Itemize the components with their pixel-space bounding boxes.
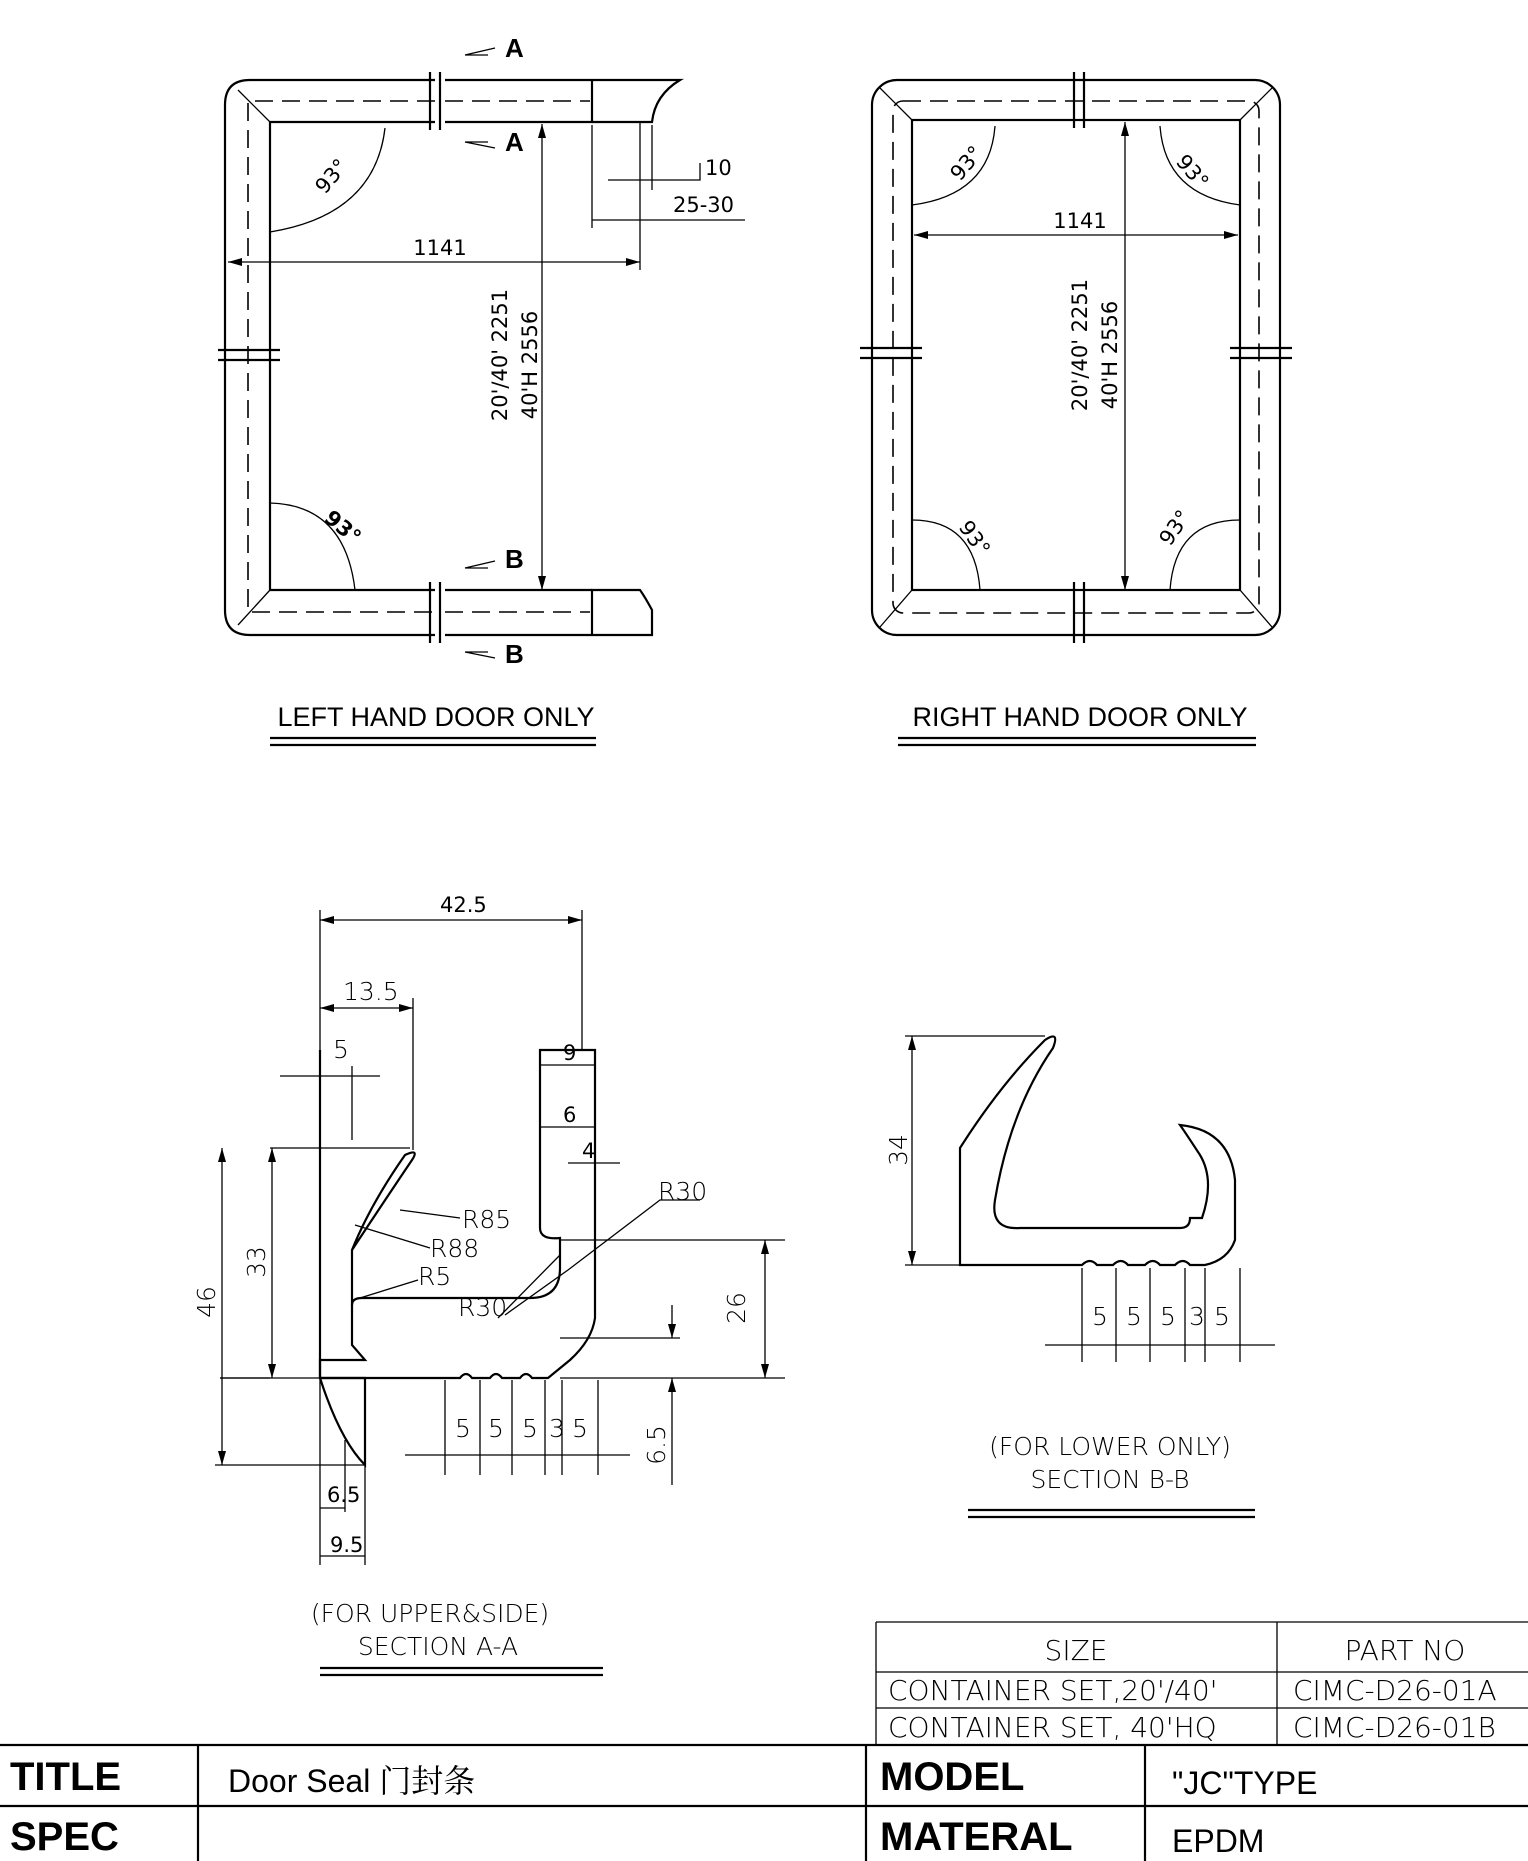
right-height-dim-2: 40'H 2556 [1098,300,1122,410]
left-angle-bottom: 93° [319,505,366,550]
left-dim-25-30: 25-30 [673,193,735,217]
sec-bb-ridge-4: 3 [1189,1302,1205,1331]
right-height-dim-1: 20'/40' 2251 [1068,278,1092,412]
sec-bb-note: (FOR LOWER ONLY) [989,1432,1231,1461]
sec-bb-ridge-2: 5 [1126,1302,1142,1331]
sec-aa-dim-6: 6 [563,1103,577,1127]
sec-aa-dim-26: 26 [722,1292,751,1324]
sec-bb-dim-34: 34 [884,1134,913,1166]
section-b-marker-top: B [505,544,524,574]
sec-aa-ridge-5: 5 [572,1414,588,1443]
sec-aa-ridge-2: 5 [488,1414,504,1443]
sec-aa-note: (FOR UPPER&SIDE) [310,1599,550,1628]
section-b-marker-bottom: B [505,639,524,669]
sec-aa-dim-9-5: 9.5 [330,1533,364,1557]
parts-row-1-part: CIMC-D26-01A [1293,1674,1497,1707]
right-door-caption: RIGHT HAND DOOR ONLY [912,702,1248,732]
sec-aa-r30-a: R30 [658,1177,708,1206]
section-bb-view [884,1036,1275,1517]
left-dim-10: 10 [705,156,732,180]
sec-aa-r88: R88 [430,1234,480,1263]
section-a-marker-bottom: A [505,127,524,157]
title-value: Door Seal 门封条 [228,1763,476,1799]
sec-aa-r85: R85 [462,1205,512,1234]
sec-aa-r30-b: R30 [458,1293,508,1322]
right-angle-bl: 93° [953,516,995,561]
parts-header-size: SIZE [1044,1634,1108,1667]
sec-aa-dim-33: 33 [242,1246,271,1278]
parts-table [876,1622,1528,1745]
right-door-view [860,72,1292,745]
right-angle-br: 93° [1154,505,1196,550]
right-angle-tr: 93° [1171,149,1214,194]
left-height-dim-1: 20'/40' 2251 [488,288,512,422]
sec-aa-dim-6-5-bottom: 6.5 [327,1483,361,1507]
model-value: "JC"TYPE [1172,1765,1318,1801]
sec-bb-ridge-1: 5 [1092,1302,1108,1331]
sec-bb-title: SECTION B-B [1030,1465,1190,1494]
model-label: MODEL [880,1755,1025,1799]
sec-aa-ridge-1: 5 [455,1414,471,1443]
right-angle-tl: 93° [945,141,988,186]
section-aa-view [192,893,785,1675]
sec-aa-dim-42-5: 42.5 [440,893,487,917]
left-height-dim-2: 40'H 2556 [518,310,542,420]
sec-aa-dim-4: 4 [582,1139,596,1163]
sec-aa-r5: R5 [418,1262,452,1291]
material-label: MATERAL [880,1815,1073,1859]
parts-header-part-no: PART NO [1344,1634,1466,1667]
left-width-dim: 1141 [413,236,467,260]
left-door-view [218,33,745,745]
sec-bb-ridge-5: 5 [1214,1302,1230,1331]
sec-aa-dim-6-5-right: 6.5 [642,1425,671,1465]
sec-aa-title: SECTION A-A [357,1632,519,1661]
sec-aa-ridge-3: 5 [522,1414,538,1443]
sec-aa-ridge-4: 3 [549,1414,565,1443]
parts-row-2-size: CONTAINER SET, 40'HQ [888,1711,1217,1744]
parts-row-1-size: CONTAINER SET,20'/40' [888,1674,1218,1707]
left-angle-top: 93° [310,154,353,199]
parts-row-2-part: CIMC-D26-01B [1293,1711,1496,1744]
sec-aa-dim-5: 5 [333,1035,349,1064]
sec-aa-dim-9: 9 [563,1041,577,1065]
sec-aa-dim-46: 46 [192,1286,221,1318]
spec-label: SPEC [10,1815,119,1859]
section-a-marker-top: A [505,33,524,63]
material-value: EPDM [1172,1823,1265,1859]
right-width-dim: 1141 [1053,209,1107,233]
sec-aa-dim-13-5: 13.5 [343,977,399,1006]
left-door-caption: LEFT HAND DOOR ONLY [277,702,595,732]
sec-bb-ridge-3: 5 [1160,1302,1176,1331]
title-block [0,1745,1528,1861]
title-label: TITLE [10,1755,122,1799]
